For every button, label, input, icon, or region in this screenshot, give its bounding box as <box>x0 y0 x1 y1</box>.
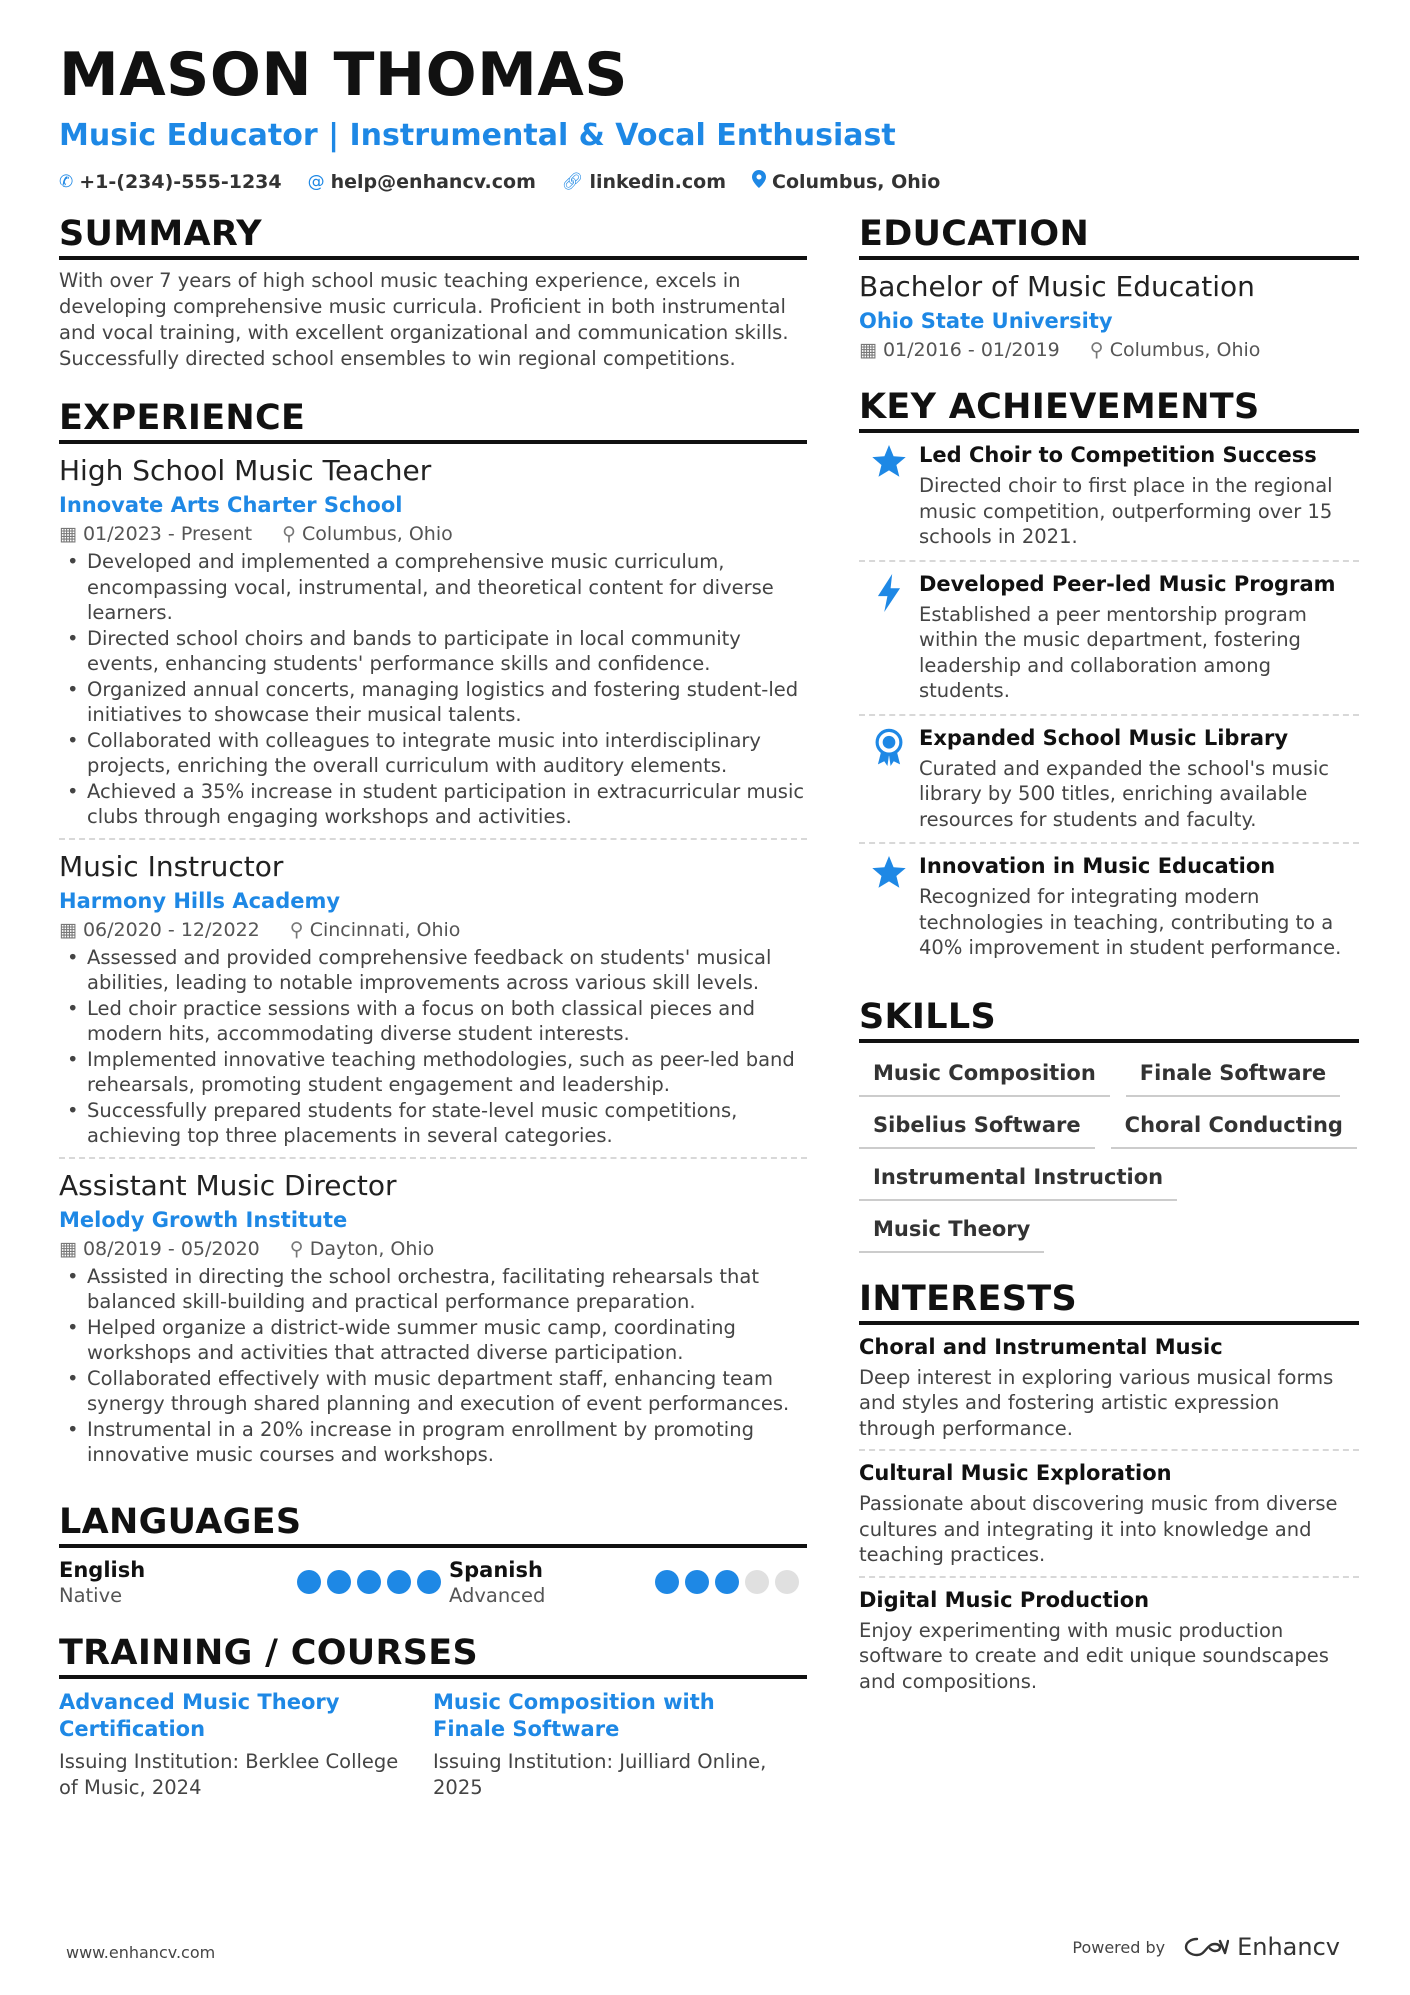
left-column <box>59 214 807 1827</box>
experience-company: Melody Growth Institute <box>59 1207 348 1232</box>
interest-item <box>859 1578 1359 1703</box>
rating-dot <box>745 1570 769 1594</box>
experience-company: Innovate Arts Charter School <box>59 493 403 517</box>
education-meta <box>859 339 1359 361</box>
right-column <box>859 214 1359 1728</box>
course-item <box>433 1689 807 1801</box>
footer-website[interactable]: www.enhancv.com <box>66 1943 216 1962</box>
calendar-icon: ▦ <box>59 918 77 941</box>
location-icon: ⚲ <box>1089 339 1104 361</box>
experience-role: High School Music Teacher <box>59 454 432 487</box>
contact-email-text: help@enhancv.com <box>330 170 536 193</box>
enhancv-logo-icon <box>1183 1936 1229 1958</box>
achievement-title: Led Choir to Competition Success <box>919 443 1317 467</box>
rating-dot <box>327 1570 351 1594</box>
experience-role: Music Instructor <box>59 849 284 883</box>
lightning-icon <box>859 572 919 704</box>
calendar-icon: ▦ <box>59 523 77 545</box>
skill-tag: Music Composition <box>859 1057 1110 1097</box>
location-icon: ⚲ <box>289 1237 304 1260</box>
experience-meta <box>59 919 807 941</box>
language-level: Native <box>59 1583 123 1607</box>
course-desc: Issuing Institution: Berklee College of Music, 2024 <box>59 1749 399 1799</box>
achievement-desc: Curated and expanded the school's music library by 500 titles, enriching available resources for students and faculty. <box>919 756 1329 831</box>
course-title: Music Composition with Finale Software <box>433 1689 715 1741</box>
training-title: TRAINING / COURSES <box>59 1633 807 1679</box>
rating-dot <box>417 1570 441 1594</box>
experience-bullet: • Collaborated effectively with music department staff, enhancing team synergy through shared planning and execution of event performances. <box>59 1366 807 1417</box>
achievement-desc: Established a peer mentorship program within the music department, fostering leadership and collaboration among students. <box>919 602 1307 702</box>
achievement-title: Expanded School Music Library <box>919 725 1289 750</box>
experience-bullet: • Collaborated with colleagues to integrate music into interdisciplinary projects, enriching the overall curriculum with auditory elements. <box>59 728 807 779</box>
experience-bullet: • Implemented innovative teaching methodologies, such as peer-led band rehearsals, promoting student engagement and leadership. <box>59 1047 807 1098</box>
experience-location: Columbus, Ohio <box>302 523 453 545</box>
skill-tag: Finale Software <box>1126 1057 1340 1097</box>
education-degree: Bachelor of Music Education <box>859 270 1255 303</box>
experience-bullets <box>59 945 807 1149</box>
star-icon <box>859 443 919 550</box>
experience-item <box>59 454 807 840</box>
rating-dot <box>655 1570 679 1594</box>
experience-meta <box>59 1238 807 1260</box>
languages-section <box>59 1502 807 1607</box>
achievement-item <box>859 844 1359 971</box>
rating-dot <box>387 1570 411 1594</box>
star-icon <box>859 854 919 961</box>
language-level: Advanced <box>449 1583 546 1607</box>
skill-tag: Sibelius Software <box>859 1109 1095 1149</box>
enhancv-brand-text: Enhancv <box>1237 1933 1340 1961</box>
experience-bullet: • Developed and implemented a comprehensive music curriculum, encompassing vocal, instrumental, and theoretical content for diverse learners. <box>59 549 807 626</box>
experience-item <box>59 1169 807 1476</box>
contact-linkedin-text: linkedin.com <box>589 170 727 193</box>
location-icon <box>752 170 766 193</box>
interest-item <box>859 1325 1359 1452</box>
location-icon: ⚲ <box>282 523 297 545</box>
experience-dates: 08/2019 - 05/2020 <box>82 1237 260 1260</box>
experience-bullet: • Led choir practice sessions with a focus on both classical pieces and modern hits, accommodating diverse student interests. <box>59 996 807 1047</box>
language-name: English <box>59 1557 146 1582</box>
skill-tag: Choral Conducting <box>1111 1109 1357 1149</box>
achievement-desc: Recognized for integrating modern technologies in teaching, contributing to a 40% improvement in student performance. <box>919 885 1342 959</box>
experience-bullet: • Assisted in directing the school orchestra, facilitating rehearsals that balanced skill-building and practical performance preparation. <box>59 1264 807 1315</box>
candidate-name: MASON THOMAS <box>59 40 628 110</box>
experience-bullet: • Successfully prepared students for state-level music competitions, achieving top three placements in several categories. <box>59 1098 807 1149</box>
achievement-item <box>859 716 1359 845</box>
achievement-item <box>859 433 1359 562</box>
award-ribbon-icon <box>859 726 919 833</box>
courses-row <box>59 1689 807 1801</box>
experience-item <box>59 850 807 1159</box>
experience-bullet: • Directed school choirs and bands to participate in local community events, enhancing students' performance skills and confidence. <box>59 626 807 677</box>
experience-location: Dayton, Ohio <box>309 1237 435 1260</box>
language-item <box>449 1558 807 1607</box>
rating-dot <box>297 1570 321 1594</box>
footer-branding <box>1072 1933 1340 1961</box>
at-icon: @ <box>307 171 325 192</box>
skills-section <box>859 997 1359 1253</box>
candidate-headline: Music Educator | Instrumental & Vocal Enthusiast <box>59 118 896 153</box>
achievement-desc: Directed choir to first place in the regional music competition, outperforming over 15 schools in 2021. <box>919 474 1333 548</box>
course-desc: Issuing Institution: Juilliard Online, 2025 <box>433 1749 767 1799</box>
interest-title: Choral and Instrumental Music <box>859 1334 1223 1359</box>
achievement-title: Innovation in Music Education <box>919 854 1276 878</box>
experience-title: EXPERIENCE <box>59 398 807 444</box>
interest-desc: Passionate about discovering music from diverse cultures and integrating it into knowledge and teaching practices. <box>859 1492 1338 1566</box>
education-section <box>859 214 1359 361</box>
calendar-icon: ▦ <box>59 1237 77 1260</box>
interest-item <box>859 1451 1359 1578</box>
enhancv-logo[interactable] <box>1183 1933 1340 1961</box>
training-section <box>59 1633 807 1801</box>
achievements-title: KEY ACHIEVEMENTS <box>859 387 1359 433</box>
experience-section <box>59 398 807 1476</box>
summary-section <box>59 214 807 372</box>
interest-title: Cultural Music Exploration <box>859 1461 1172 1485</box>
skill-tag: Instrumental Instruction <box>859 1161 1177 1201</box>
interest-desc: Enjoy experimenting with music production software to create and edit unique soundscapes and compositions. <box>859 1618 1329 1693</box>
achievements-section <box>859 387 1359 971</box>
contact-location-text: Columbus, Ohio <box>772 170 941 193</box>
contact-phone[interactable] <box>59 170 282 193</box>
course-item <box>59 1689 433 1801</box>
calendar-icon: ▦ <box>859 339 877 361</box>
experience-bullet: • Achieved a 35% increase in student participation in extracurricular music clubs through engaging workshops and activities. <box>59 779 807 830</box>
summary-title: SUMMARY <box>59 214 807 260</box>
experience-company: Harmony Hills Academy <box>59 888 341 913</box>
experience-bullet: • Assessed and provided comprehensive feedback on students' musical abilities, leading to notable improvements across various skill levels. <box>59 945 807 996</box>
contact-location <box>752 170 940 193</box>
link-icon: 🔗︎ <box>561 171 584 192</box>
language-rating <box>655 1570 799 1594</box>
skill-tag: Music Theory <box>859 1213 1044 1253</box>
course-title: Advanced Music Theory Certification <box>59 1689 340 1741</box>
experience-bullet: • Organized annual concerts, managing logistics and fostering student-led initiatives to showcase their musical talents. <box>59 677 807 728</box>
rating-dot <box>685 1570 709 1594</box>
experience-role: Assistant Music Director <box>59 1168 397 1202</box>
experience-bullet: • Helped organize a district-wide summer music camp, coordinating workshops and activities that attracted diverse participation. <box>59 1315 807 1366</box>
interests-section <box>859 1279 1359 1703</box>
experience-location: Cincinnati, Ohio <box>309 918 461 941</box>
contact-linkedin[interactable] <box>562 170 726 193</box>
interest-title: Digital Music Production <box>859 1587 1150 1612</box>
education-school: Ohio State University <box>859 309 1113 333</box>
summary-text: With over 7 years of high school music teaching experience, excels in developing comprehensive music curricula. Proficient in both instrumental and vocal training, with excellent organizational and communication skills. Successfully directed school ensembles to win regional competitions. <box>59 269 789 370</box>
contact-phone-text: +1-(234)-555-1234 <box>79 170 282 193</box>
location-icon: ⚲ <box>289 918 304 941</box>
experience-bullets <box>59 549 807 830</box>
languages-row <box>59 1558 807 1607</box>
rating-dot <box>357 1570 381 1594</box>
experience-dates: 01/2023 - Present <box>82 523 253 545</box>
interest-desc: Deep interest in exploring various musical forms and styles and fostering artistic expression through performance. <box>859 1365 1334 1440</box>
languages-title: LANGUAGES <box>59 1502 807 1548</box>
education-dates: 01/2016 - 01/2019 <box>882 339 1060 361</box>
skills-list <box>859 1057 1359 1253</box>
experience-bullets <box>59 1264 807 1468</box>
skills-title: SKILLS <box>859 997 1359 1043</box>
phone-icon: ✆ <box>59 171 74 192</box>
education-title: EDUCATION <box>859 214 1359 260</box>
experience-dates: 06/2020 - 12/2022 <box>82 918 260 941</box>
interests-title: INTERESTS <box>859 1279 1359 1325</box>
rating-dot <box>775 1570 799 1594</box>
experience-meta <box>59 523 807 545</box>
achievement-item <box>859 562 1359 716</box>
achievement-title: Developed Peer-led Music Program <box>919 571 1336 596</box>
experience-bullet: • Instrumental in a 20% increase in program enrollment by promoting innovative music courses and workshops. <box>59 1417 807 1468</box>
contact-list <box>59 170 940 193</box>
education-location: Columbus, Ohio <box>1109 339 1261 361</box>
contact-email[interactable] <box>308 170 536 193</box>
language-item <box>59 1558 449 1607</box>
powered-by-text: Powered by <box>1072 1937 1166 1957</box>
language-name: Spanish <box>449 1557 543 1582</box>
rating-dot <box>715 1570 739 1594</box>
language-rating <box>297 1570 441 1594</box>
